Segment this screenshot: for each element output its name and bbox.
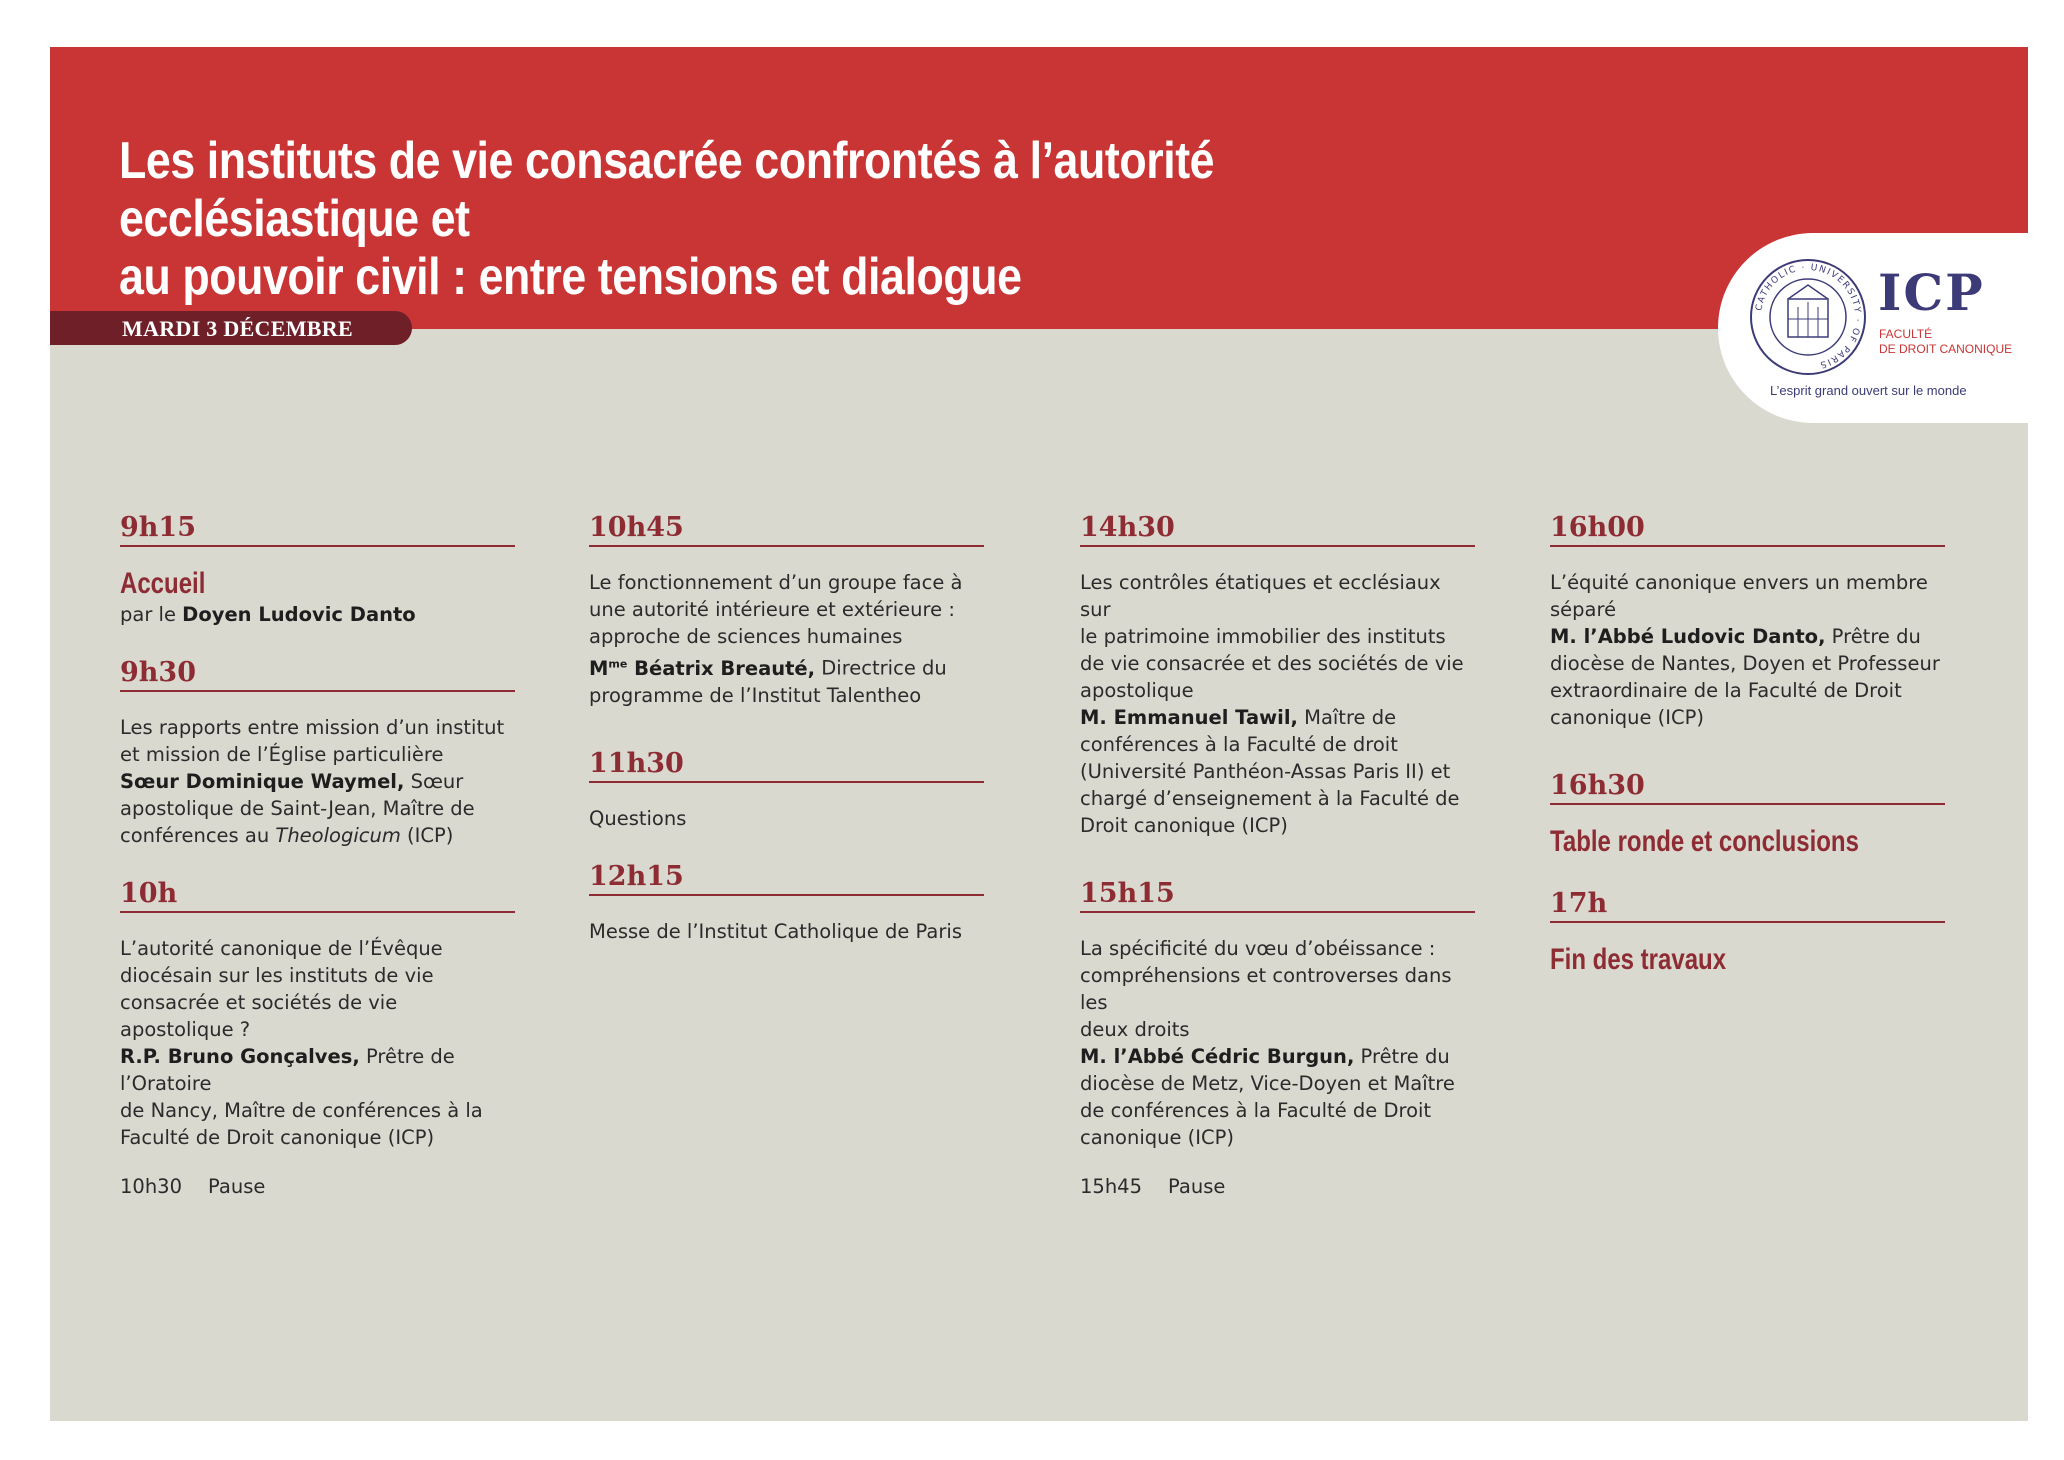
university-seal-icon bbox=[1748, 257, 1868, 377]
slot-body: L’autorité canonique de l’Évêque diocésain sur les instituts de vie consacrée et sociétés de vie apostolique ? R.P. Bruno Gonçalves, Prêtre de l’Oratoire de Nancy, Maître de conférences à la Faculté de Droit canonique (ICP) bbox=[120, 937, 483, 1149]
slot-body: Les contrôles étatiques et ecclésiaux sur le patrimoine immobilier des instituts de vie consacrée et des sociétés de vie apostolique M. Emmanuel Tawil, Maître de conférences à la Faculté de droit (Université Panthéon-Assas Paris II) et chargé d’enseignement à la Faculté de Droit canonique (ICP) bbox=[1080, 571, 1464, 837]
slot-10h bbox=[120, 877, 515, 1200]
slot-time: 9h15 bbox=[120, 511, 515, 547]
slot-14h30 bbox=[1080, 511, 1475, 839]
slot-16h30 bbox=[1550, 769, 1945, 859]
slot-9h15 bbox=[120, 511, 515, 628]
title-line-2: au pouvoir civil : entre tensions et dialogue bbox=[119, 248, 1022, 306]
slot-10h45 bbox=[589, 511, 984, 709]
schedule-column-3 bbox=[1080, 511, 1475, 1200]
schedule-column-2 bbox=[589, 511, 984, 945]
slot-time: 12h15 bbox=[589, 860, 984, 896]
slot-time: 17h bbox=[1550, 887, 1945, 923]
svg-text:CATHOLIC · UNIVERSITY · OF PAR: CATHOLIC · UNIVERSITY · OF PARIS bbox=[1754, 262, 1863, 370]
slot-time: 9h30 bbox=[120, 656, 515, 692]
slot-heading: Table ronde et conclusions bbox=[1550, 825, 1859, 858]
slot-time: 16h30 bbox=[1550, 769, 1945, 805]
schedule-column-1 bbox=[120, 511, 515, 1200]
page-title bbox=[119, 132, 1340, 306]
slot-16h00 bbox=[1550, 511, 1945, 731]
slot-time: 10h bbox=[120, 877, 515, 913]
title-line-1: Les instituts de vie consacrée confrontés à l’autorité ecclésiastique et bbox=[119, 132, 1215, 248]
slot-9h30 bbox=[120, 656, 515, 849]
slot-time: 10h45 bbox=[589, 511, 984, 547]
slot-11h30 bbox=[589, 747, 984, 832]
motto: L’esprit grand ouvert sur le monde bbox=[1770, 383, 1967, 398]
slot-12h15 bbox=[589, 860, 984, 945]
program-sheet bbox=[50, 47, 2028, 1421]
slot-time: 11h30 bbox=[589, 747, 984, 783]
slot-time: 16h00 bbox=[1550, 511, 1945, 547]
slot-body: par le Doyen Ludovic Danto bbox=[120, 603, 416, 626]
pause-row: 10h30 Pause bbox=[120, 1175, 266, 1198]
faculty-name: FACULTÉ DE DROIT CANONIQUE bbox=[1879, 327, 2013, 356]
date-label: MARDI 3 DÉCEMBRE bbox=[122, 316, 353, 341]
slot-body: L’équité canonique envers un membre séparé M. l’Abbé Ludovic Danto, Prêtre du diocèse de Nantes, Doyen et Professeur extraordinaire de la Faculté de Droit canonique (ICP) bbox=[1550, 571, 1940, 729]
schedule-column-4 bbox=[1550, 511, 1945, 977]
icp-logo bbox=[1718, 233, 2028, 423]
slot-body: Les rapports entre mission d’un institut et mission de l’Église particulière Sœur Dominique Waymel, Sœur apostolique de Saint-Jean, Maître de conférences au Theologicum (ICP) bbox=[120, 716, 505, 847]
pause-row: 15h45 Pause bbox=[1080, 1175, 1226, 1198]
slot-time: 15h15 bbox=[1080, 877, 1475, 913]
icp-wordmark: ICP bbox=[1878, 263, 1985, 322]
slot-heading: Fin des travaux bbox=[1550, 943, 1727, 976]
slot-heading: Accueil bbox=[120, 567, 206, 600]
slot-body: Le fonctionnement d’un groupe face à une autorité intérieure et extérieure : approche de sciences humaines $M^{me}$ Béatrix Breauté, Directrice du programme de l’Institut Talentheo bbox=[589, 571, 963, 707]
slot-17h bbox=[1550, 887, 1945, 977]
slot-body: La spécificité du vœu d’obéissance : compréhensions et controverses dans les deux droits M. l’Abbé Cédric Burgun, Prêtre du diocèse de Metz, Vice-Doyen et Maître de conférences à la Faculté de Droit canonique (ICP) bbox=[1080, 937, 1455, 1149]
slot-time: 14h30 bbox=[1080, 511, 1475, 547]
slot-body: Questions bbox=[589, 806, 687, 830]
slot-15h15 bbox=[1080, 877, 1475, 1200]
slot-body: Messe de l’Institut Catholique de Paris bbox=[589, 919, 962, 943]
date-badge bbox=[50, 311, 412, 345]
